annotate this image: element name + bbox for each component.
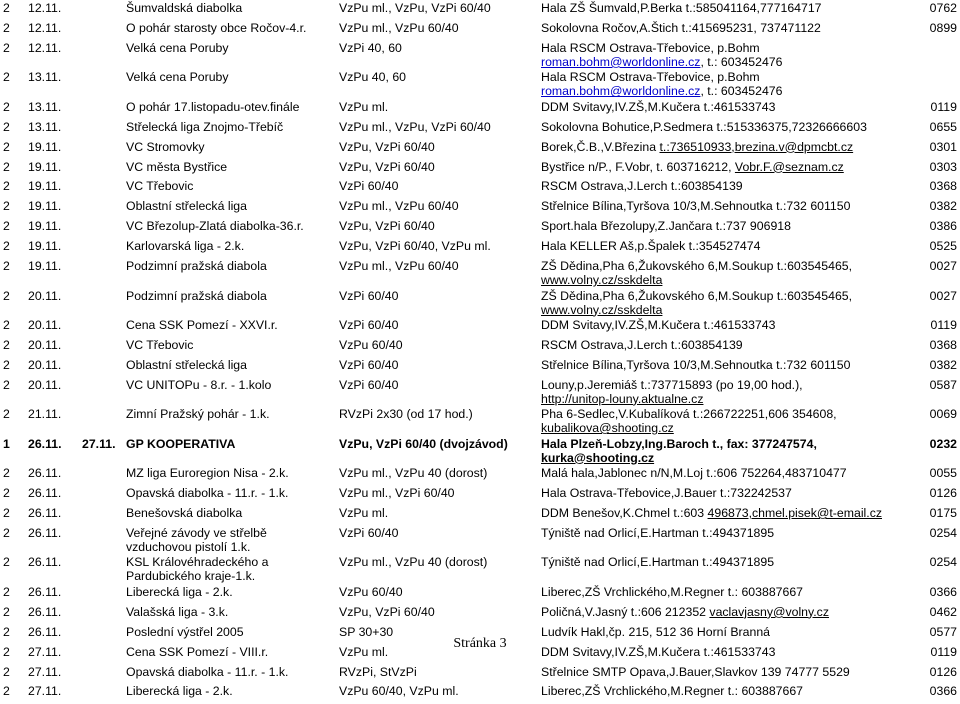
row-code: 0254 bbox=[929, 525, 957, 540]
row-event-name: Oblastní střelecká liga bbox=[126, 357, 247, 372]
table-row bbox=[0, 21, 960, 41]
table-row bbox=[0, 219, 960, 239]
row-category: VzPi 60/40 bbox=[339, 318, 399, 332]
row-event-name: VC města Bystřice bbox=[126, 159, 228, 174]
row-date: 13.11. bbox=[28, 119, 62, 134]
row-venue-text: Střelnice Bílina,Tyršova 10/3,M.Sehnoutka t.:732 601150 bbox=[541, 199, 851, 214]
row-venue bbox=[541, 199, 850, 213]
row-venue-text: ZŠ Dědina,Pha 6,Žukovského 6,M.Soukup t.:603545465, bbox=[541, 288, 853, 303]
row-venue-text: Sport.hala Březolupy,Z.Jančara t.:737 906918 bbox=[541, 219, 791, 234]
table-row bbox=[0, 585, 960, 605]
row-venue-text: Střelnice Bílina,Tyršova 10/3,M.Sehnoutka t.:732 601150 bbox=[541, 357, 851, 372]
row-contact-link[interactable]: http://unitop-louny.aktualne.cz bbox=[541, 391, 704, 406]
row-event-name: VC Třebovic bbox=[126, 179, 194, 194]
row-venue-text: Poličná,V.Jasný t.:606 212352 bbox=[541, 604, 710, 619]
row-count: 2 bbox=[3, 40, 10, 55]
row-category: VzPu ml., VzPu, VzPi 60/40 bbox=[339, 119, 491, 134]
row-code: 0254 bbox=[929, 555, 957, 570]
row-event-name: VC Stromovky bbox=[126, 139, 205, 154]
table-row bbox=[0, 140, 960, 160]
row-event-name: MZ liga Euroregion Nisa - 2.k. bbox=[126, 466, 289, 481]
row-event-name: VC UNITOPu - 8.r. - 1.kolo bbox=[126, 377, 272, 392]
row-code: 0366 bbox=[929, 684, 957, 699]
row-venue-text: RSCM Ostrava,J.Lerch t.:603854139 bbox=[541, 337, 743, 352]
row-date: 19.11. bbox=[28, 219, 62, 234]
row-venue bbox=[541, 100, 775, 114]
row-category: VzPu, VzPi 60/40 bbox=[339, 604, 435, 619]
table-row bbox=[0, 466, 960, 486]
row-date: 20.11. bbox=[28, 357, 62, 372]
row-category: VzPu 60/40 bbox=[339, 584, 403, 599]
row-count: 2 bbox=[3, 20, 10, 35]
row-venue bbox=[541, 21, 821, 35]
table-row bbox=[0, 239, 960, 259]
row-code: 0301 bbox=[929, 139, 957, 154]
row-venue-text: Bystřice n/P., F.Vobr, t. 603716212, bbox=[541, 159, 735, 174]
row-code: 0232 bbox=[929, 436, 957, 451]
row-event-name: Opavská diabolka - 11.r. - 1.k. bbox=[126, 486, 289, 501]
row-date: 19.11. bbox=[28, 159, 62, 174]
row-venue bbox=[541, 70, 760, 84]
table-row bbox=[0, 555, 960, 585]
row-date: 27.11. bbox=[28, 684, 62, 699]
row-venue-text: Hala RSCM Ostrava-Třebovice, p.Bohm bbox=[541, 70, 760, 85]
row-count: 2 bbox=[3, 486, 10, 501]
table-row bbox=[0, 318, 960, 338]
row-date: 20.11. bbox=[28, 337, 62, 352]
row-venue-link[interactable]: 496873,chmel.pisek@t-email.cz bbox=[707, 506, 882, 520]
row-venue bbox=[541, 466, 847, 480]
row-venue bbox=[541, 219, 791, 233]
row-category: SP 30+30 bbox=[339, 624, 394, 639]
row-code: 0055 bbox=[929, 466, 957, 481]
row-event-name: O pohár 17.listopadu-otev.finále bbox=[126, 99, 300, 114]
row-category: VzPu, VzPi 60/40 bbox=[339, 219, 435, 234]
row-category: VzPi 60/40 bbox=[339, 288, 399, 303]
row-category: VzPu ml., VzPu 40 (dorost) bbox=[339, 466, 488, 481]
row-code: 0577 bbox=[929, 624, 957, 639]
row-venue bbox=[541, 41, 760, 55]
row-venue-text: Malá hala,Jablonec n/N,M.Loj t.:606 752264,483710477 bbox=[541, 466, 847, 481]
row-date: 26.11. bbox=[28, 525, 62, 540]
row-venue bbox=[541, 555, 774, 569]
row-date: 26.11. bbox=[28, 555, 62, 570]
row-count: 2 bbox=[3, 407, 10, 422]
row-venue-text: DDM Svitavy,IV.ZŠ,M.Kučera t.:461533743 bbox=[541, 644, 776, 659]
table-row bbox=[0, 41, 960, 71]
row-venue-text: Borek,Č.B.,V.Březina bbox=[541, 139, 660, 154]
row-date: 12.11. bbox=[28, 40, 62, 55]
table-row bbox=[0, 199, 960, 219]
row-date: 26.11. bbox=[28, 436, 62, 451]
row-code: 0175 bbox=[929, 506, 957, 520]
row-contact-link[interactable]: www.volny.cz/sskdelta bbox=[541, 273, 663, 287]
row-date: 27.11. bbox=[28, 664, 62, 679]
row-count: 2 bbox=[3, 159, 10, 174]
row-date: 13.11. bbox=[28, 70, 62, 85]
row-event-name-cont: Pardubického kraje-1.k. bbox=[126, 569, 256, 584]
row-count: 2 bbox=[3, 239, 10, 254]
table-row bbox=[0, 259, 960, 289]
row-venue bbox=[541, 179, 743, 193]
row-code: 0386 bbox=[929, 219, 957, 234]
row-event-name: Podzimní pražská diabola bbox=[126, 288, 267, 303]
row-category: RVzPi, StVzPi bbox=[339, 664, 417, 679]
row-event-name: Cena SSK Pomezí - XXVI.r. bbox=[126, 318, 278, 332]
row-event-name: Střelecká liga Znojmo-Třebíč bbox=[126, 119, 284, 134]
row-count: 2 bbox=[3, 1, 10, 15]
row-venue bbox=[541, 506, 882, 520]
row-event-name: Veřejné závody ve střelbě bbox=[126, 525, 267, 540]
row-venue-text: Střelnice SMTP Opava,J.Bauer,Slavkov 139 74777 5529 bbox=[541, 664, 850, 679]
row-code: 0655 bbox=[929, 119, 957, 134]
row-count: 2 bbox=[3, 288, 10, 303]
row-venue-text: RSCM Ostrava,J.Lerch t.:603854139 bbox=[541, 179, 743, 194]
row-venue bbox=[541, 437, 817, 451]
row-contact-phone: , t.: 603452476 bbox=[700, 54, 783, 69]
table-row bbox=[0, 526, 960, 556]
row-category: VzPu ml., VzPu 60/40 bbox=[339, 259, 459, 273]
table-row bbox=[0, 506, 960, 526]
row-event-name: Liberecká liga - 2.k. bbox=[126, 684, 233, 699]
row-venue-text: Sokolovna Ročov,A.Štich t.:415695231, 737471122 bbox=[541, 20, 821, 35]
row-venue bbox=[541, 407, 837, 421]
row-contact-link[interactable]: kurka@shooting.cz bbox=[541, 450, 655, 465]
row-category: VzPu 60/40, VzPu ml. bbox=[339, 684, 459, 699]
row-count: 1 bbox=[3, 436, 10, 451]
row-category: VzPu 60/40 bbox=[339, 337, 403, 352]
row-venue-link[interactable]: t.:736510933,brezina.v@dpmcbt.cz bbox=[659, 139, 854, 154]
row-category: VzPi 40, 60 bbox=[339, 40, 402, 55]
row-category: VzPu ml., VzPu, VzPi 60/40 bbox=[339, 1, 491, 15]
row-code: 0119 bbox=[930, 644, 957, 659]
row-count: 2 bbox=[3, 555, 10, 570]
row-venue-link[interactable]: Vobr.F.@seznam.cz bbox=[734, 159, 844, 174]
row-count: 2 bbox=[3, 318, 10, 332]
row-event-name: GP KOOPERATIVA bbox=[126, 436, 236, 451]
row-count: 2 bbox=[3, 664, 10, 679]
row-code: 0069 bbox=[929, 407, 957, 422]
row-category: VzPu, VzPi 60/40 bbox=[339, 159, 435, 174]
row-category: VzPu, VzPi 60/40 bbox=[339, 139, 435, 154]
row-event-name: VC Březolup-Zlatá diabolka-36.r. bbox=[126, 219, 304, 234]
row-venue bbox=[541, 338, 743, 352]
row-venue-text: Týniště nad Orlicí,E.Hartman t.:494371895 bbox=[541, 555, 775, 570]
row-venue-text: Liberec,ZŠ Vrchlického,M.Regner t.: 603887667 bbox=[541, 584, 804, 599]
row-category: RVzPi 2x30 (od 17 hod.) bbox=[339, 407, 473, 422]
row-code: 0899 bbox=[929, 20, 957, 35]
row-code: 0382 bbox=[929, 199, 957, 214]
table-row bbox=[0, 160, 960, 180]
row-venue-line2 bbox=[541, 451, 654, 465]
row-venue-text: Hala RSCM Ostrava-Třebovice, p.Bohm bbox=[541, 40, 760, 55]
row-count: 2 bbox=[3, 604, 10, 619]
row-category: VzPu ml. bbox=[339, 644, 389, 659]
table-row bbox=[0, 605, 960, 625]
row-venue bbox=[541, 239, 760, 253]
row-category: VzPu ml. bbox=[339, 99, 389, 114]
row-venue-text: Hala Ostrava-Třebovice,J.Bauer t.:732242537 bbox=[541, 486, 792, 501]
table-row bbox=[0, 486, 960, 506]
table-row bbox=[0, 437, 960, 467]
row-venue-text: Louny,p.Jeremiáš t.:737715893 (po 19,00 hod.), bbox=[541, 377, 803, 392]
row-count: 2 bbox=[3, 179, 10, 194]
row-venue bbox=[541, 140, 853, 154]
row-code: 0027 bbox=[929, 288, 957, 303]
row-count: 2 bbox=[3, 466, 10, 481]
row-venue-line2 bbox=[541, 55, 783, 69]
row-date: 19.11. bbox=[28, 239, 62, 254]
row-venue-text: Hala KELLER Aš,p.Špalek t.:354527474 bbox=[541, 239, 761, 254]
row-event-name-cont: vzduchovou pistolí 1.k. bbox=[126, 539, 251, 554]
table-row bbox=[0, 289, 960, 319]
row-count: 2 bbox=[3, 506, 10, 520]
row-venue bbox=[541, 259, 852, 273]
row-count: 2 bbox=[3, 525, 10, 540]
row-venue-text: Sokolovna Bohutice,P.Sedmera t.:515336375,72326666603 bbox=[541, 119, 867, 134]
row-code: 0525 bbox=[929, 239, 957, 254]
table-row bbox=[0, 358, 960, 378]
table-row bbox=[0, 378, 960, 408]
row-code: 0462 bbox=[929, 604, 957, 619]
row-venue-text: DDM Benešov,K.Chmel t.:603 bbox=[541, 506, 708, 520]
row-event-name: Liberecká liga - 2.k. bbox=[126, 584, 233, 599]
row-venue-line2 bbox=[541, 421, 674, 435]
table-row bbox=[0, 407, 960, 437]
table-row bbox=[0, 338, 960, 358]
row-venue bbox=[541, 585, 803, 599]
row-date: 26.11. bbox=[28, 584, 62, 599]
row-code: 0382 bbox=[929, 357, 957, 372]
row-category: VzPi 60/40 bbox=[339, 377, 399, 392]
row-venue-line2 bbox=[541, 273, 662, 287]
row-date: 26.11. bbox=[28, 624, 62, 639]
row-date: 19.11. bbox=[28, 139, 62, 154]
row-date: 20.11. bbox=[28, 288, 62, 303]
row-venue-text: Pha 6-Sedlec,V.Kubalíková t.:266722251,606 354608, bbox=[541, 407, 837, 422]
row-event-name: O pohár starosty obce Ročov-4.r. bbox=[126, 20, 307, 35]
row-event-name: Karlovarská liga - 2.k. bbox=[126, 239, 245, 254]
row-date: 26.11. bbox=[28, 486, 62, 501]
row-venue-line2 bbox=[541, 392, 703, 406]
row-date: 20.11. bbox=[28, 318, 62, 332]
row-venue-text: Ludvík Hakl,čp. 215, 512 36 Horní Branná bbox=[541, 624, 770, 639]
row-category: VzPi 60/40 bbox=[339, 179, 399, 194]
table-row bbox=[0, 1, 960, 21]
row-count: 2 bbox=[3, 70, 10, 85]
row-date: 20.11. bbox=[28, 377, 62, 392]
row-count: 2 bbox=[3, 337, 10, 352]
row-date: 26.11. bbox=[28, 604, 62, 619]
row-count: 2 bbox=[3, 584, 10, 599]
row-code: 0762 bbox=[929, 1, 957, 15]
row-venue-line2 bbox=[541, 303, 662, 317]
row-date: 12.11. bbox=[28, 1, 62, 15]
row-event-name: Cena SSK Pomezí - VIII.r. bbox=[126, 644, 269, 659]
row-venue bbox=[541, 120, 867, 134]
row-event-name: Podzimní pražská diabola bbox=[126, 259, 267, 273]
row-code: 0027 bbox=[929, 259, 957, 273]
row-venue-text: Hala Plzeň-Lobzy,Ing.Baroch t., fax: 377247574, bbox=[541, 436, 817, 451]
row-venue-text: Hala ZŠ Šumvald,P.Berka t.:585041164,777164717 bbox=[541, 1, 822, 15]
row-venue-text: Liberec,ZŠ Vrchlického,M.Regner t.: 603887667 bbox=[541, 684, 804, 699]
row-date: 12.11. bbox=[28, 20, 62, 35]
row-venue bbox=[541, 1, 822, 15]
row-count: 2 bbox=[3, 99, 10, 114]
row-event-name: Zimní Pražský pohár - 1.k. bbox=[126, 407, 270, 422]
row-event-name: Velká cena Poruby bbox=[126, 70, 229, 85]
row-code: 0126 bbox=[929, 486, 957, 501]
row-date-end: 27.11. bbox=[82, 436, 116, 451]
row-code: 0587 bbox=[929, 377, 957, 392]
row-contact-link[interactable]: kubalikova@shooting.cz bbox=[541, 421, 674, 436]
row-event-name: Opavská diabolka - 11.r. - 1.k. bbox=[126, 664, 289, 679]
row-venue-line2 bbox=[541, 84, 783, 98]
row-count: 2 bbox=[3, 119, 10, 134]
row-event-name: Benešovská diabolka bbox=[126, 506, 243, 520]
row-venue bbox=[541, 289, 852, 303]
row-category: VzPu 40, 60 bbox=[339, 70, 406, 85]
row-count: 2 bbox=[3, 684, 10, 699]
row-venue bbox=[541, 526, 774, 540]
row-contact-phone: , t.: 603452476 bbox=[700, 84, 783, 99]
row-code: 0119 bbox=[930, 318, 957, 332]
row-count: 2 bbox=[3, 624, 10, 639]
row-count: 2 bbox=[3, 357, 10, 372]
row-code: 0119 bbox=[930, 99, 957, 114]
row-event-name: Šumvaldská diabolka bbox=[126, 1, 243, 15]
row-contact-link[interactable]: roman.bohm@worldonline.cz bbox=[541, 54, 701, 69]
row-venue bbox=[541, 684, 803, 698]
row-venue bbox=[541, 665, 850, 679]
row-venue bbox=[541, 318, 775, 332]
row-contact-link[interactable]: www.volny.cz/sskdelta bbox=[541, 302, 663, 317]
row-count: 2 bbox=[3, 377, 10, 392]
row-date: 19.11. bbox=[28, 199, 62, 214]
row-code: 0368 bbox=[929, 179, 957, 194]
row-category: VzPi 60/40 bbox=[339, 525, 399, 540]
row-venue bbox=[541, 160, 844, 174]
table-row bbox=[0, 70, 960, 100]
row-date: 19.11. bbox=[28, 259, 62, 273]
row-event-name: Velká cena Poruby bbox=[126, 40, 229, 55]
table-row bbox=[0, 665, 960, 685]
row-venue bbox=[541, 378, 803, 392]
row-category: VzPu ml., VzPu 60/40 bbox=[339, 20, 459, 35]
row-count: 2 bbox=[3, 139, 10, 154]
row-venue-text: Týniště nad Orlicí,E.Hartman t.:494371895 bbox=[541, 525, 775, 540]
row-date: 13.11. bbox=[28, 99, 62, 114]
row-date: 26.11. bbox=[28, 466, 62, 481]
row-category: VzPu ml., VzPu 40 (dorost) bbox=[339, 555, 488, 570]
row-date: 27.11. bbox=[28, 644, 62, 659]
page-footer: Stránka 3 bbox=[453, 636, 507, 651]
row-venue bbox=[541, 486, 792, 500]
row-count: 2 bbox=[3, 219, 10, 234]
row-event-name: Oblastní střelecká liga bbox=[126, 199, 247, 214]
row-venue bbox=[541, 605, 829, 619]
table-row bbox=[0, 100, 960, 120]
row-category: VzPu, VzPi 60/40 (dvojzávod) bbox=[339, 436, 508, 451]
row-code: 0368 bbox=[929, 337, 957, 352]
row-event-name: Valašská liga - 3.k. bbox=[126, 604, 229, 619]
row-date: 21.11. bbox=[28, 407, 62, 422]
table-row bbox=[0, 120, 960, 140]
row-code: 0126 bbox=[929, 664, 957, 679]
row-category: VzPu ml. bbox=[339, 506, 389, 520]
row-venue bbox=[541, 358, 850, 372]
row-category: VzPu, VzPi 60/40, VzPu ml. bbox=[339, 239, 491, 254]
row-category: VzPi 60/40 bbox=[339, 357, 399, 372]
row-date: 26.11. bbox=[28, 506, 62, 520]
row-date: 19.11. bbox=[28, 179, 62, 194]
row-code: 0366 bbox=[929, 584, 957, 599]
row-count: 2 bbox=[3, 199, 10, 214]
row-event-name: KSL Královéhradeckého a bbox=[126, 555, 269, 570]
table-row bbox=[0, 684, 960, 704]
row-event-name: VC Třebovic bbox=[126, 337, 194, 352]
row-venue-text: ZŠ Dědina,Pha 6,Žukovského 6,M.Soukup t.:603545465, bbox=[541, 259, 853, 273]
row-event-name: Poslední výstřel 2005 bbox=[126, 624, 244, 639]
row-venue-link[interactable]: vaclavjasny@volny.cz bbox=[709, 604, 829, 619]
row-count: 2 bbox=[3, 644, 10, 659]
row-venue-text: DDM Svitavy,IV.ZŠ,M.Kučera t.:461533743 bbox=[541, 318, 776, 332]
table-row bbox=[0, 179, 960, 199]
row-category: VzPu ml., VzPi 60/40 bbox=[339, 486, 455, 501]
row-code: 0303 bbox=[929, 159, 957, 174]
row-count: 2 bbox=[3, 259, 10, 273]
row-category: VzPu ml., VzPu 60/40 bbox=[339, 199, 459, 214]
row-contact-link[interactable]: roman.bohm@worldonline.cz bbox=[541, 84, 701, 99]
row-venue-text: DDM Svitavy,IV.ZŠ,M.Kučera t.:461533743 bbox=[541, 99, 776, 114]
